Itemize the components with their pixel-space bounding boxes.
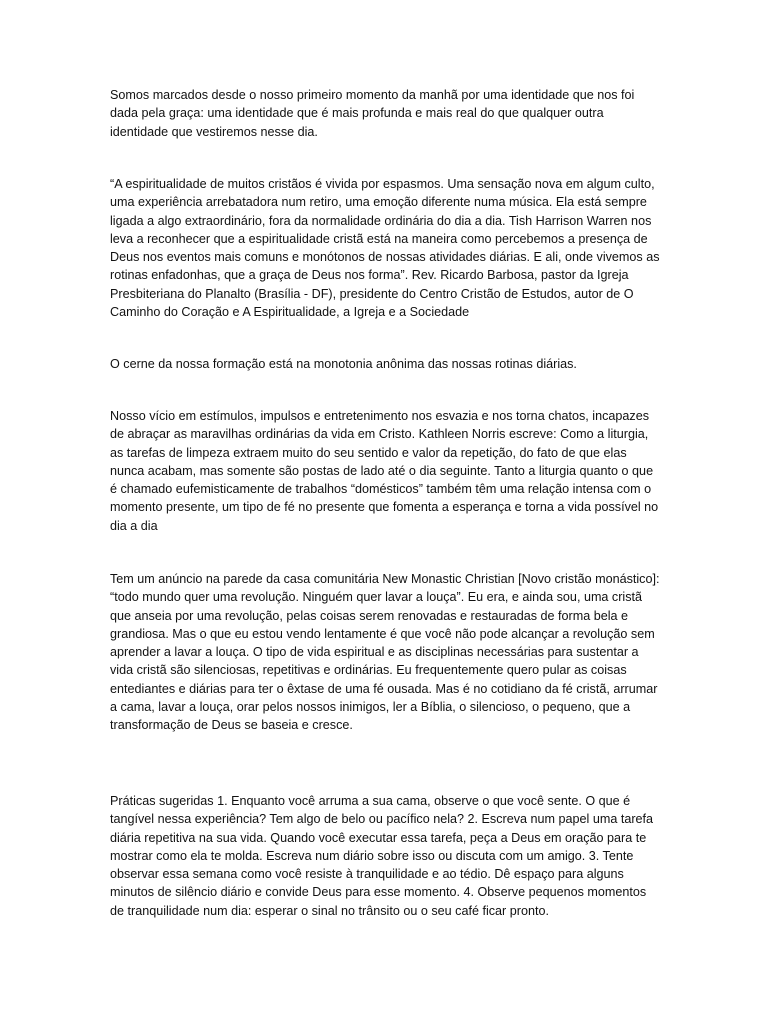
paragraph-quote-barbosa: “A espiritualidade de muitos cristãos é vivida por espasmos. Uma sensação nova em algum culto, uma experiência arrebatadora num retiro, uma emoção diferente numa música. Ela está sempre ligada a algo extraordinário, fora da normalidade ordinária do dia a dia. Tish Harrison Warren nos leva a reconhecer que a espiritualidade cristã está na maneira como percebemos a presença de Deus nos eventos mais comuns e monótonos de nossas atividades diárias. E ali, onde vivemos as rotinas enfadonhas, que a graça de Deus nos forma”. Rev. Ricardo Barbosa, pastor da Igreja Presbiteriana do Planalto (Brasília - DF), presidente do Centro Cristão de Estudos, autor de O Caminho do Coração e A Espiritualidade, a Igreja e a Sociedade <box>110 177 660 320</box>
paragraph-stimuli: Nosso vício em estímulos, impulsos e entretenimento nos esvazia e nos torna chatos, incapazes de abraçar as maravilhas ordinárias da vida em Cristo. Kathleen Norris escreve: Como a liturgia, as tarefas de limpeza extraem muito do seu sentido e valor da repetição, do fato de que elas nunca acabam, mas somente são postas de lado até o dia seguinte. Tanto a liturgia quanto o que é chamado eufemisticamente de trabalhos “domésticos” também têm uma relação intensa com o momento presente, um tipo de fé no presente que fomenta a esperança e torna a vida possível no dia a dia <box>110 409 659 533</box>
paragraph-practices: Práticas sugeridas 1. Enquanto você arruma a sua cama, observe o que você sente. O que é tangível nessa experiência? Tem algo de belo ou pacífico nela? 2. Escreva num papel uma tarefa diária repetitiva na sua vida. Quando você executar essa tarefa, peça a Deus em oração para te mostrar como ela te molda. Escreva num diário sobre isso ou discuta com um amigo. 3. Tente observar essa semana como você resiste à tranquilidade e ao tédio. Dê espaço para alguns minutos de silêncio diário e convide Deus para esse momento. 4. Observe pequenos momentos de tranquilidade num dia: esperar o sinal no trânsito ou o seu café ficar pronto. <box>110 794 654 918</box>
paragraph-formation: O cerne da nossa formação está na monotonia anônima das nossas rotinas diárias. <box>110 357 577 371</box>
paragraph-identity: Somos marcados desde o nosso primeiro momento da manhã por uma identidade que nos foi dada pela graça: uma identidade que é mais profunda e mais real do que qualquer outra identidade que vestiremos nesse dia. <box>110 88 635 139</box>
paragraph-revolution: Tem um anúncio na parede da casa comunitária New Monastic Christian [Novo cristão monástico]: “todo mundo quer uma revolução. Ninguém quer lavar a louça”. Eu era, e ainda sou, uma cristã que anseia por uma revolução, pelas coisas serem renovadas e restauradas de forma bela e grandiosa. Mas o que eu estou vendo lentamente é que você não pode alcançar a revolução sem aprender a lavar a louça. O tipo de vida espiritual e as disciplinas necessárias para sustentar a vida cristã são silenciosas, repetitivas e ordinárias. Eu frequentemente quero pular as coisas entediantes e diárias para ter o êxtase de uma fé ousada. Mas é no cotidiano da fé cristã, arrumar a cama, lavar a louça, orar pelos nossos inimigos, ler a Bíblia, o silencioso, o pequeno, que a transformação de Deus se baseia e cresce. <box>110 572 660 733</box>
